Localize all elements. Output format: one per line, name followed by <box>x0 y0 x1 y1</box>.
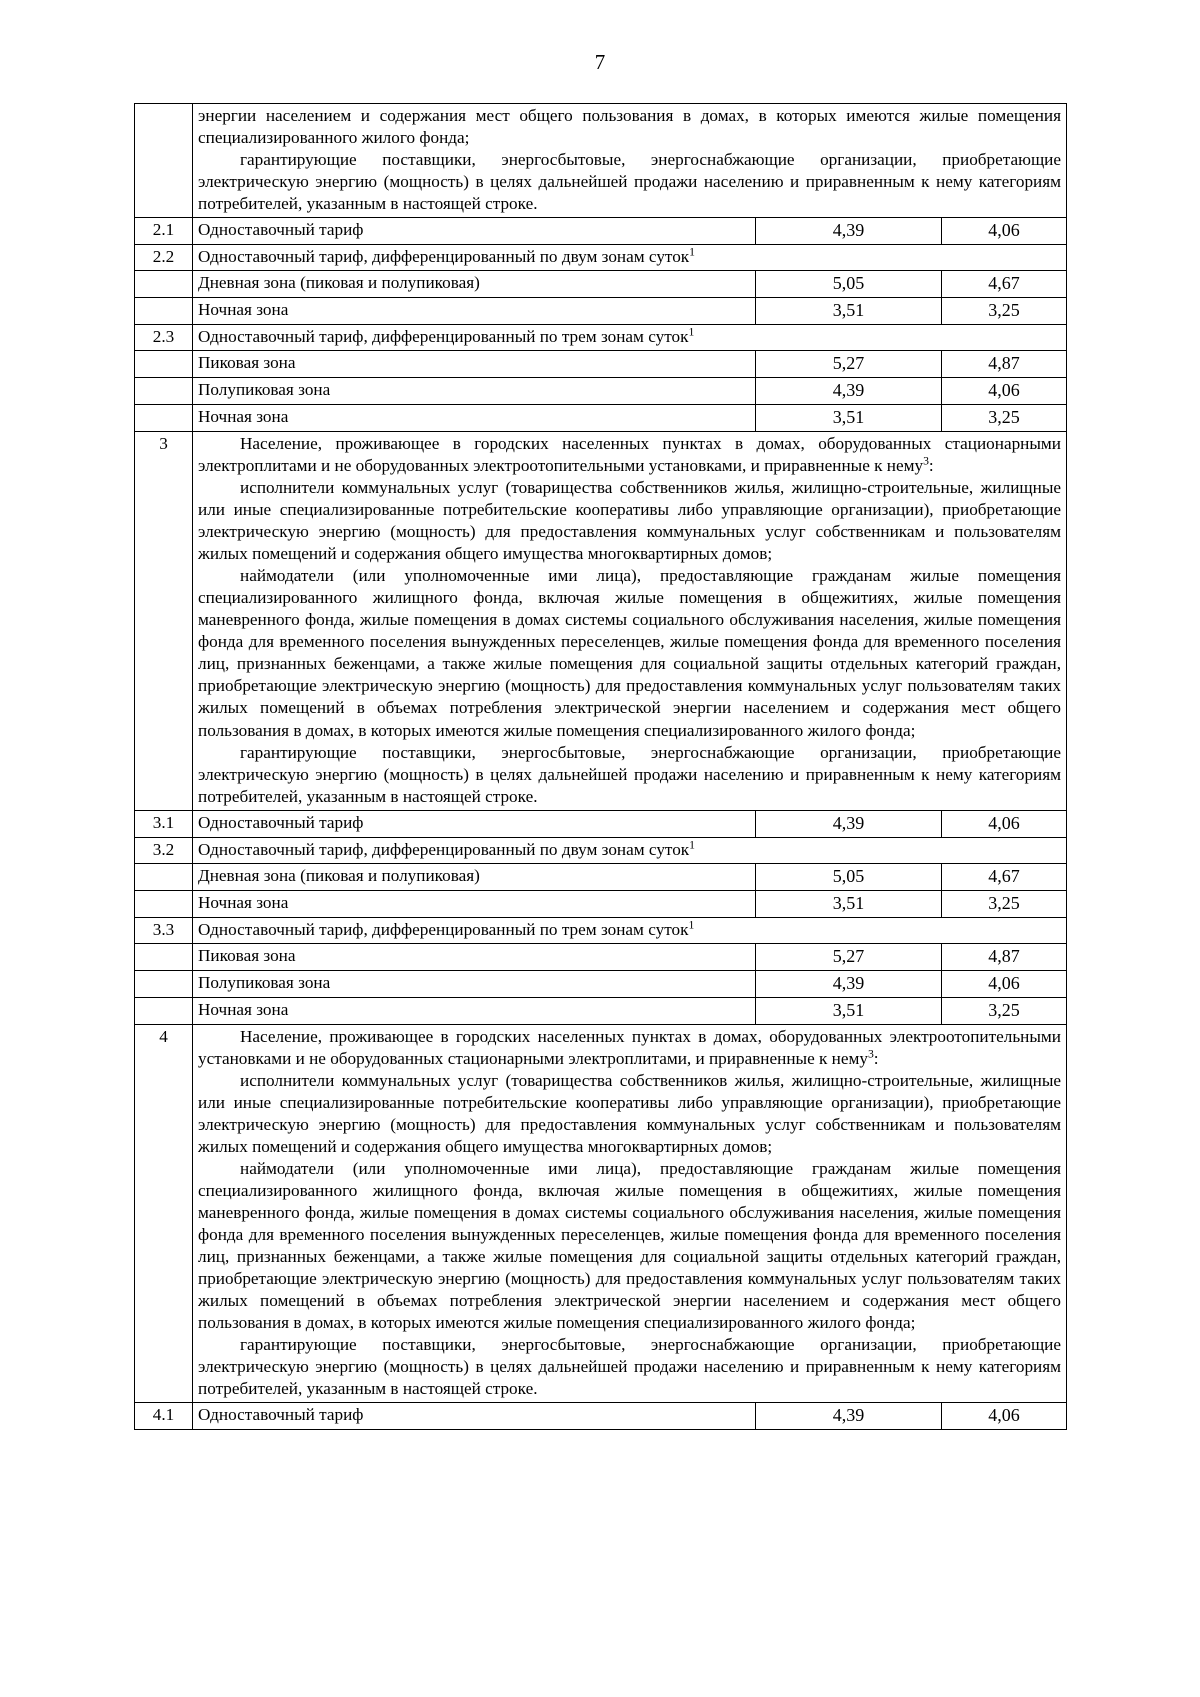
tariff-value-primary: 4,39 <box>756 1403 942 1430</box>
footnote-marker: 1 <box>688 325 695 339</box>
row-number-cell: 2.3 <box>135 325 193 351</box>
table-row <box>135 432 1067 810</box>
row-label-cell: Пиковая зона <box>193 351 756 378</box>
row-number-cell <box>135 890 193 917</box>
tariff-value-primary: 4,39 <box>756 378 942 405</box>
tariff-value-secondary: 4,06 <box>942 218 1067 245</box>
tariff-value-primary: 5,27 <box>756 351 942 378</box>
table-row <box>135 943 1067 970</box>
row-number-cell: 3.3 <box>135 917 193 943</box>
row-label-cell: Одноставочный тариф <box>193 810 756 837</box>
tariff-value-primary: 3,51 <box>756 298 942 325</box>
row-number-cell <box>135 104 193 218</box>
table-row <box>135 810 1067 837</box>
row-number-cell: 3 <box>135 432 193 810</box>
row-number-cell <box>135 271 193 298</box>
row-number-cell <box>135 405 193 432</box>
footnote-marker: 1 <box>689 837 695 851</box>
table-row <box>135 970 1067 997</box>
table-row <box>135 405 1067 432</box>
footnote-marker: 3 <box>867 1047 874 1061</box>
row-number-cell <box>135 997 193 1024</box>
row-number-cell: 2.1 <box>135 218 193 245</box>
row-number-cell: 3.1 <box>135 810 193 837</box>
body-paragraph: энергии населением и содержания мест общего пользования в домах, в которых имеются жилые помещения специализированного жилого фонда; <box>198 106 1062 148</box>
body-paragraph: гарантирующие поставщики, энергосбытовые, энергоснабжающие организации, приобретающие электрическую энергию (мощность) в целях дальнейшей продажи населению и приравненным к нему категориям потребителей, указанным в настоящей строке. <box>198 150 1062 214</box>
tariff-value-primary: 4,39 <box>756 970 942 997</box>
body-paragraph: гарантирующие поставщики, энергосбытовые, энергоснабжающие организации, приобретающие электрическую энергию (мощность) в целях дальнейшей продажи населению и приравненным к нему категориям потребителей, указанным в настоящей строке. <box>198 1335 1062 1399</box>
body-paragraph: исполнители коммунальных услуг (товарищества собственников жилья, жилищно-строительные, жилищные или иные специализированные потребительские кооперативы либо управляющие организации), приобретающие электрическую энергию (мощность) для предоставления коммунальных услуг собственникам и пользователям жилых помещений и содержания общего имущества многоквартирных домов; <box>198 1070 1062 1156</box>
tariff-value-secondary: 4,67 <box>942 271 1067 298</box>
row-group-header-label: Одноставочный тариф, дифференцированный по двум зонам суток <box>198 247 690 267</box>
body-paragraph: гарантирующие поставщики, энергосбытовые, энергоснабжающие организации, приобретающие электрическую энергию (мощность) в целях дальнейшей продажи населению и приравненным к нему категориям потребителей, указанным в настоящей строке. <box>198 742 1062 806</box>
row-group-header-cell <box>193 837 1067 863</box>
row-number-cell: 3.2 <box>135 837 193 863</box>
table-row <box>135 890 1067 917</box>
tariff-value-primary: 3,51 <box>756 405 942 432</box>
row-group-header-cell <box>193 917 1067 943</box>
tariff-value-primary: 5,05 <box>756 271 942 298</box>
row-label-cell: Одноставочный тариф <box>193 1403 756 1430</box>
body-paragraph: наймодатели (или уполномоченные ими лица), предоставляющие гражданам жилые помещения специализированного жилищного фонда, включая жилые помещения в общежитиях, жилые помещения маневренного фонда, жилые помещения в домах системы социального обслуживания населения, жилые помещения фонда для временного поселения вынужденных переселенцев, жилые помещения фонда для временного поселения лиц, признанных беженцами, а также жилые помещения для социальной защиты отдельных категорий граждан, приобретающие электрическую энергию (мощность) для предоставления коммунальных услуг пользователям таких жилых помещений в объемах потребления электрической энергии населением и содержания мест общего пользования в домах, в которых имеются жилые помещения специализированного жилого фонда; <box>198 1158 1062 1332</box>
row-group-header-label: Одноставочный тариф, дифференцированный по трем зонам суток <box>198 327 689 347</box>
row-label-cell: Ночная зона <box>193 298 756 325</box>
row-label-cell: Ночная зона <box>193 997 756 1024</box>
row-label-cell: Ночная зона <box>193 405 756 432</box>
section-intro-suffix: : <box>928 456 934 476</box>
tariff-value-secondary: 4,06 <box>942 810 1067 837</box>
tariff-value-secondary: 4,67 <box>942 863 1067 890</box>
row-number-cell <box>135 378 193 405</box>
row-number-cell: 4.1 <box>135 1403 193 1430</box>
table-row <box>135 245 1067 271</box>
row-label-cell: Полупиковая зона <box>193 970 756 997</box>
tariff-value-secondary: 4,87 <box>942 351 1067 378</box>
tariff-value-secondary: 3,25 <box>942 405 1067 432</box>
tariff-value-primary: 4,39 <box>756 218 942 245</box>
row-number-cell <box>135 863 193 890</box>
section-intro-text: Население, проживающее в городских населенных пунктах в домах, оборудованных стационарными электроплитами и не оборудованных электроотопительными установками, и приравненные к нему <box>198 434 1062 476</box>
table-row <box>135 351 1067 378</box>
tariff-value-primary: 5,27 <box>756 943 942 970</box>
tariff-value-secondary: 3,25 <box>942 997 1067 1024</box>
row-number-cell <box>135 943 193 970</box>
table-row <box>135 837 1067 863</box>
tariff-table-body <box>135 104 1067 1430</box>
row-label-cell: Пиковая зона <box>193 943 756 970</box>
table-row <box>135 378 1067 405</box>
row-label-cell: Ночная зона <box>193 890 756 917</box>
row-group-header-cell <box>193 245 1067 271</box>
body-paragraph: наймодатели (или уполномоченные ими лица), предоставляющие гражданам жилые помещения специализированного жилищного фонда, включая жилые помещения в общежитиях, жилые помещения маневренного фонда, жилые помещения в домах системы социального обслуживания населения, жилые помещения фонда для временного поселения вынужденных переселенцев, жилые помещения фонда для временного поселения лиц, признанных беженцами, а также жилые помещения для социальной защиты отдельных категорий граждан, приобретающие электрическую энергию (мощность) для предоставления коммунальных услуг пользователям таких жилых помещений в объемах потребления электрической энергии населением и содержания мест общего пользования в домах, в которых имеются жилые помещения специализированного жилого фонда; <box>198 566 1062 740</box>
section-text-cell <box>193 432 1067 810</box>
tariff-value-secondary: 4,06 <box>942 378 1067 405</box>
section-intro-paragraph <box>198 433 1061 477</box>
table-row <box>135 218 1067 245</box>
tariff-table <box>134 103 1067 1430</box>
row-number-cell <box>135 298 193 325</box>
tariff-value-primary: 4,39 <box>756 810 942 837</box>
table-row <box>135 104 1067 218</box>
section-intro-paragraph <box>198 1026 1061 1070</box>
section-intro-text: Население, проживающее в городских населенных пунктах в домах, оборудованных электроотопительными установками и не оборудованных стационарными электроплитами, и приравненные к нему <box>198 1026 1062 1068</box>
tariff-value-primary: 5,05 <box>756 863 942 890</box>
section-text-cell <box>193 1024 1067 1402</box>
table-row <box>135 1024 1067 1402</box>
row-number-cell <box>135 970 193 997</box>
row-number-cell: 4 <box>135 1024 193 1402</box>
row-group-header-label: Одноставочный тариф, дифференцированный по трем зонам суток <box>198 919 689 939</box>
tariff-value-secondary: 3,25 <box>942 890 1067 917</box>
row-number-cell <box>135 351 193 378</box>
tariff-value-secondary: 4,87 <box>942 943 1067 970</box>
footnote-marker: 1 <box>689 245 695 259</box>
body-paragraph: исполнители коммунальных услуг (товарищества собственников жилья, жилищно-строительные, жилищные или иные специализированные потребительские кооперативы либо управляющие организации), приобретающие электрическую энергию (мощность) для предоставления коммунальных услуг собственникам и пользователям жилых помещений и содержания общего имущества многоквартирных домов; <box>198 478 1062 564</box>
table-row <box>135 917 1067 943</box>
tariff-value-secondary: 4,06 <box>942 970 1067 997</box>
tariff-value-secondary: 3,25 <box>942 298 1067 325</box>
row-label-cell: Дневная зона (пиковая и полупиковая) <box>193 271 756 298</box>
tariff-table-container <box>134 103 1066 1430</box>
tariff-value-primary: 3,51 <box>756 890 942 917</box>
tariff-value-primary: 3,51 <box>756 997 942 1024</box>
footnote-marker: 3 <box>923 454 929 468</box>
row-group-header-cell <box>193 325 1067 351</box>
section-intro-suffix: : <box>873 1048 879 1068</box>
row-number-cell: 2.2 <box>135 245 193 271</box>
table-row <box>135 325 1067 351</box>
table-row <box>135 997 1067 1024</box>
table-row <box>135 863 1067 890</box>
footnote-marker: 1 <box>688 917 695 931</box>
tariff-value-secondary: 4,06 <box>942 1403 1067 1430</box>
row-label-cell: Дневная зона (пиковая и полупиковая) <box>193 863 756 890</box>
continuation-text-cell <box>193 104 1067 218</box>
row-label-cell: Полупиковая зона <box>193 378 756 405</box>
row-label-cell: Одноставочный тариф <box>193 218 756 245</box>
table-row <box>135 298 1067 325</box>
page-number: 7 <box>594 50 606 74</box>
table-row <box>135 1403 1067 1430</box>
row-group-header-label: Одноставочный тариф, дифференцированный по двум зонам суток <box>198 839 690 859</box>
table-row <box>135 271 1067 298</box>
